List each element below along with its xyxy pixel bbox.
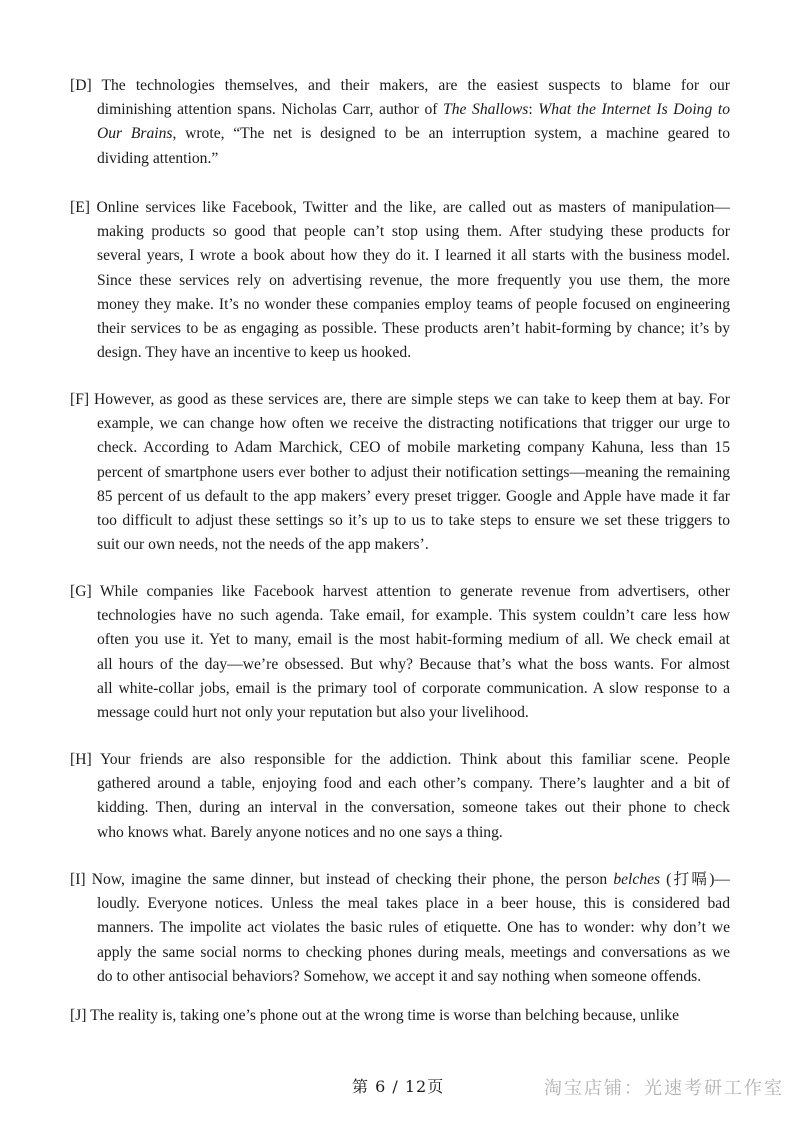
text-line: money they make. It’s no wonder these companies employ teams of people focused on engineering xyxy=(97,295,730,313)
text-line: [G] While companies like Facebook harvest attention to generate revenue from advertisers, other xyxy=(70,583,730,600)
paragraph-j xyxy=(70,1004,730,1028)
text-line: apply the same social norms to checking phones during meals, meetings and conversations as we xyxy=(97,943,730,961)
paragraph-label: [G] xyxy=(70,583,100,600)
paragraph-e xyxy=(70,196,730,365)
shop-watermark: 淘宝店铺：光速考研工作室 xyxy=(544,1078,784,1099)
text-line: Our Brains, wrote, “The net is designed to be an interruption system, a machine geared to xyxy=(97,125,731,143)
text-line: [F] However, as good as these services are, there are simple steps we can take to keep them at bay. For xyxy=(70,391,730,408)
text-line: design. They have an incentive to keep us hooked. xyxy=(97,344,412,362)
paragraph-label: [E] xyxy=(70,199,97,216)
paragraph-label: [J] xyxy=(70,1007,91,1024)
text-line: do to other antisocial behaviors? Somehow, we accept it and say nothing when someone offends. xyxy=(97,967,702,985)
text-line: technologies have no such agenda. Take email, for example. This system couldn’t care less how xyxy=(97,607,730,625)
paragraph-f xyxy=(70,388,730,557)
paragraph-label: [H] xyxy=(70,751,101,768)
text-line: [E] Online services like Facebook, Twitter and the like, are called out as masters of manipulation— xyxy=(70,199,731,216)
text-line: example, we can change how often we receive the distracting notifications that trigger our urge to xyxy=(97,415,730,433)
text-line: too difficult to adjust these settings so it’s up to us to take steps to ensure we set these triggers to xyxy=(97,512,730,530)
text-line: gathered around a table, enjoying food and each other’s company. There’s laughter and a bit of xyxy=(97,775,730,793)
paragraph-g xyxy=(70,580,730,725)
text-line: [J] The reality is, taking one’s phone out at the wrong time is worse than belching because, unlike xyxy=(70,1007,680,1024)
text-line: manners. The impolite act violates the basic rules of etiquette. One has to wonder: why don’t we xyxy=(97,919,730,937)
text-line: [I] Now, imagine the same dinner, but instead of checking their phone, the person belches (打嗝)— xyxy=(70,871,730,888)
text-line: percent of smartphone users ever bother to adjust their notification settings—meaning the remaining xyxy=(97,463,730,481)
text-line: check. According to Adam Marchick, CEO of mobile marketing company Kahuna, less than 15 xyxy=(97,439,730,457)
text-line: kidding. Then, during an interval in the conversation, someone takes out their phone to check xyxy=(97,799,730,817)
paragraph-label: [I] xyxy=(70,871,92,888)
text-line: [D] The technologies themselves, and their makers, are the easiest suspects to blame for our xyxy=(70,77,730,94)
text-line: often you use it. Yet to many, email is the most habit-forming medium of all. We check email at xyxy=(97,631,730,649)
text-line: all hours of the day—we’re obsessed. But why? Because that’s what the boss wants. For almost xyxy=(97,655,730,673)
text-line: diminishing attention spans. Nicholas Carr, author of The Shallows: What the Internet Is Doing to xyxy=(97,101,730,119)
text-line: making products so good that people can’t stop using them. After studying these products for xyxy=(97,223,730,241)
text-line: all white-collar jobs, email is the primary tool of corporate communication. A slow response to a xyxy=(97,679,730,697)
text-line: several years, I wrote a book about how they do it. I learned it all starts with the business model. xyxy=(97,247,730,265)
text-line: Since these services rely on advertising revenue, the more frequently you use them, the more xyxy=(97,271,730,289)
paragraph-d xyxy=(70,74,730,171)
text-line: suit our own needs, not the needs of the app makers’. xyxy=(97,536,429,554)
paragraph-label: [D] xyxy=(70,77,102,94)
page-number: 第 6 / 12页 xyxy=(352,1077,445,1096)
text-line: their services to be as engaging as possible. These products aren’t habit-forming by chance; it’s by xyxy=(97,320,730,338)
text-line: loudly. Everyone notices. Unless the meal takes place in a beer house, this is considered bad xyxy=(97,895,730,913)
text-line: dividing attention.” xyxy=(97,149,219,167)
text-line: 85 percent of us default to the app makers’ every preset trigger. Google and Apple have made it far xyxy=(97,487,730,505)
paragraph-label: [F] xyxy=(70,391,94,408)
paragraph-i xyxy=(70,868,730,989)
text-line: message could hurt not only your reputation but also your livelihood. xyxy=(97,704,529,722)
text-line: [H] Your friends are also responsible for the addiction. Think about this familiar scene. People xyxy=(70,751,730,768)
text-line: who knows what. Barely anyone notices and no one says a thing. xyxy=(97,823,503,841)
paragraph-h xyxy=(70,748,730,845)
